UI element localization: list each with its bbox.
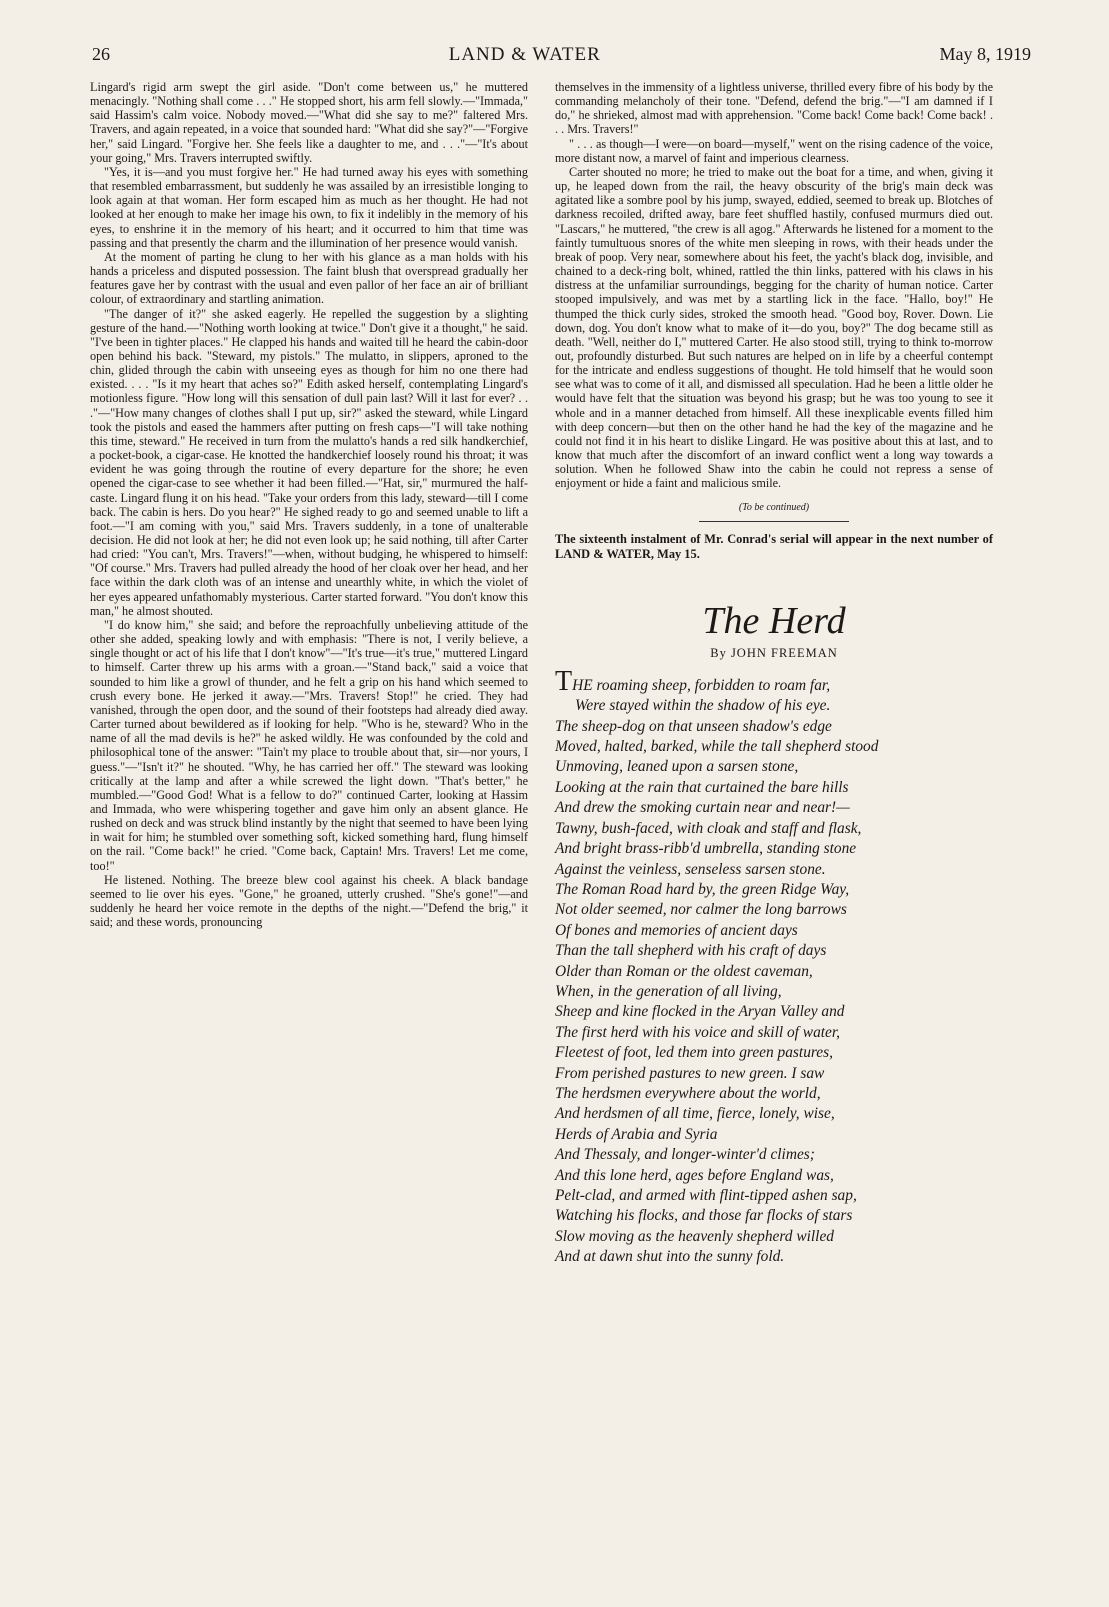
left-column bbox=[90, 80, 528, 929]
poem-line: Pelt-clad, and armed with flint-tipped ashen sap, bbox=[555, 1187, 857, 1204]
poem-line: Herds of Arabia and Syria bbox=[555, 1125, 718, 1143]
poem-line: Moved, halted, barked, while the tall shepherd stood bbox=[555, 738, 879, 756]
paragraph: " . . . as though—I were—on board—myself," went on the rising cadence of the voice, more distant now, a marvel of faint and imperious clearness. bbox=[555, 136, 993, 165]
paragraph: "The danger of it?" she asked eagerly. He repelled the suggestion by a slighting gesture of the hand.—"Nothing worth looking at twice." Don't give it a thought," he said. "I've been in tighter places." He clapped his hands and waited till he heard the cabin-door open behind his back. "Steward, my pistols." The mulatto, in slippers, aproned to the chin, glided through the cabin with unseeing eyes as though for him no one there had existed. . . . "Is it my heart that aches so?" Edith asked herself, contemplating Lingard's motionless figure. "How long will this sensation of dull pain last? Will it last for ever? . . ."—"How many changes of clothes shall I put up, sir?" asked the steward, while Lingard took the pistols and eased the hammers after putting on fresh caps—"I will take nothing this time, steward." He received in turn from the mulatto's hands a red silk handkerchief, a pocket-book, a cigar-case. He knotted the handkerchief loosely round his throat; it was evident he was going through the routine of every departure for the shore; he even opened the cigar-case to see whether it had been filled.—"Hat, sir," murmured the half-caste. Lingard flung it on his head. "Take your orders from this lady, steward—till I come back. The cabin is hers. Do you hear?" He sighed ready to go and seemed unable to lift a foot.—"I am coming with you," said Mrs. Travers suddenly, in a tone of unalterable decision. He did not look at her; he did not even look up; he said nothing, till after Carter had cried: "You can't, Mrs. Travers!"—when, without budging, he whispered to himself: "Of course." Mrs. Travers had pulled already the hood of her cloak over her head, and her face within the dark cloth was of an intense and unearthly white, in which the violet of her eyes appeared unfathomably mysterious. Carter started forward. "You don't know this man," he almost shouted. bbox=[90, 306, 528, 618]
paragraph: Carter shouted no more; he tried to make out the boat for a time, and when, giving it up, he leaped down from the rail, the heavy obscurity of the brig's main deck was agitated like a sombre pool by his jump, swayed, eddied, seemed to break up. Blotches of darkness recoiled, drifted away, bare feet shuffled hastily, confused murmurs died out. "Lascars," he muttered, "the crew is all agog." Afterwards he listened for a moment to the faintly tumultuous snores of the white men sleeping in rows, with their heads under the break of poop. Very near, somewhere about his feet, the yacht's black dog, invisible, and chained to a deck-ring bolt, whined, rattled the thin links, pattered with his claws in his distress at the unfamiliar surroundings, begging for the charity of human notice. Carter stooped impulsively, and was met by a startling lick in the face. "Hallo, boy!" He thumped the thick curly sides, stroked the smooth head. "Good boy, Rover. Down. Lie down, dog. You don't know what to make of it—do you, boy?" The dog became still as death. "Well, neither do I," muttered Carter. He also stood still, trying to think to-morrow out, profoundly disturbed. But such natures are helped on in life by a cheerful contempt for the intricate and endless suggestions of thought. He told himself that he would soon see what was to come of it all, and dismissed all speculation. Had he been a little older he would have felt that the situation was beyond his grasp; but he was too young to see it whole and in a manner detached from himself. All these inexplicable events filled him with deep concern—but then on the other hand he had the key of the magazine and he could not find it in his heart to dislike Lingard. He was positive about this at last, and to know that much after the discomfort of an inward conflict went a long way towards a solution. When he followed Shaw into the cabin he could not repress a sense of enjoyment or hide a faint and malicious smile. bbox=[555, 164, 993, 491]
paragraph: "Yes, it is—and you must forgive her." He had turned away his eyes with something that resembled embarrassment, but suddenly he was assailed by an irresistible longing to look again at that woman. Her form escaped him as much as her thought. He had not looked at her enough to make her image his own, to fix it indelibly in the memory of his eyes, to enshrine it in the memory of his heart; and it occurred to him that time was passing and that presently the charm and the illumination of her presence would vanish. bbox=[90, 164, 528, 250]
poem-line: Fleetest of foot, led them into green pastures, bbox=[555, 1044, 833, 1062]
poem-line: The first herd with his voice and skill of water, bbox=[555, 1023, 841, 1041]
paragraph: He listened. Nothing. The breeze blew cool against his cheek. A black bandage seemed to lie over his eyes. "Gone," he groaned, utterly crushed. "She's gone!"—and suddenly he heard her voice remote in the depths of the night.—"Defend the brig," it said; and these words, pronouncing bbox=[90, 872, 528, 930]
poem-line: Against the veinless, senseless sarsen stone. bbox=[555, 860, 826, 878]
poem-line: Older than Roman or the oldest caveman, bbox=[555, 962, 813, 980]
poem-line: The herdsmen everywhere about the world, bbox=[555, 1084, 821, 1102]
poem-line: And Thessaly, and longer-winter'd climes; bbox=[555, 1146, 815, 1164]
poem-title: The Herd bbox=[702, 599, 846, 642]
poem-line: Of bones and memories of ancient days bbox=[555, 921, 798, 939]
poem-body bbox=[555, 665, 993, 1268]
poem-line: And bright brass-ribb'd umbrella, standing stone bbox=[555, 840, 857, 858]
serial-notice: The sixteenth instalment of Mr. Conrad's serial will appear in the next number of LAND & WATER, May 15. bbox=[555, 531, 993, 561]
page-number: 26 bbox=[92, 44, 110, 64]
poem-line: Looking at the rain that curtained the bare hills bbox=[555, 778, 849, 796]
paragraph: Lingard's rigid arm swept the girl aside. "Don't come between us," he muttered menacingly. "Nothing shall come . . ." He stopped short, his arm fell slowly.—"Immada," said Hassim's calm voice. Nobody moved.—"What did she say to me?" faltered Mrs. Travers, and again repeated, in a voice that sounded hard: "What did she say?"—"Forgive her," said Lingard. "Forgive her. She feels like a daughter to me, and . . ."—"It's about your going," Mrs. Travers interrupted swiftly. bbox=[90, 80, 528, 165]
publication-title: LAND & WATER bbox=[448, 44, 601, 65]
to-be-continued: (To be continued) bbox=[738, 501, 810, 513]
poem-line: Were stayed within the shadow of his eye. bbox=[575, 697, 831, 715]
poem-line: Watching his flocks, and those far flocks of stars bbox=[555, 1207, 853, 1225]
poem-line: And drew the smoking curtain near and near!— bbox=[555, 799, 850, 817]
poem-byline: By JOHN FREEMAN bbox=[710, 645, 838, 660]
poem-line: The Roman Road hard by, the green Ridge Way, bbox=[555, 880, 850, 898]
divider bbox=[699, 521, 849, 522]
paragraph: "I do know him," she said; and before the reproachfully unbelieving attitude of the other she added, speaking lowly and with emphasis: "There is not, I verily believe, a single thought or act of his life that I don't know"—"It's true—it's true," muttered Lingard to himself. Carter threw up his arms with a groan.—"Stand back," said a voice that sounded to him like a growl of thunder, and he felt a grip on his hand which seemed to crush every bone. He jerked it away.—"Mrs. Travers! Stop!" he cried. They had vanished, through the open door, and the sound of their footsteps had already died away. Carter turned about bewildered as if looking for help. "Who is he, steward? Who in the name of all the mad devils is he?" he asked wildly. He was confounded by the cold and philosophical tone of the answer: "Tain't my place to trouble about that, sir—nor yours, I guess."—"Isn't it?" he shouted. "Why, he has carried her off." The steward was looking critically at the lamp and after a while screwed the light down. "That's better," he mumbled.—"Good God! What is a fellow to do?" continued Carter, looking at Hassim and Immada, who were whispering together and gave him only an absent glance. He rushed on deck and was struck blind instantly by the night that seemed to have been lying in wait for him; he stumbled over something soft, kicked something hard, flung himself on the rail. "Come back!" he cried. "Come back, Captain! Mrs. Travers! Let me come, too!" bbox=[90, 617, 528, 873]
page-header bbox=[92, 44, 1031, 74]
issue-date: May 8, 1919 bbox=[939, 44, 1031, 64]
poem-line: And herdsmen of all time, fierce, lonely, wise, bbox=[555, 1105, 835, 1123]
paragraph: At the moment of parting he clung to her with his glance as a man holds with his hands a priceless and disputed possession. The faint blush that overspread gradually her features gave her by contrast with the usual and even pallor of her face an air of brilliant colour, of extraordinary and startling animation. bbox=[90, 249, 528, 307]
poem-line: Tawny, bush-faced, with cloak and staff and flask, bbox=[555, 819, 862, 837]
poem-line: From perished pastures to new green. I saw bbox=[555, 1064, 825, 1082]
poem-line: And this lone herd, ages before England was, bbox=[555, 1166, 834, 1184]
poem-line: Slow moving as the heavenly shepherd willed bbox=[555, 1227, 834, 1245]
poem-line: Than the tall shepherd with his craft of days bbox=[555, 942, 827, 960]
poem-line: When, in the generation of all living, bbox=[555, 982, 782, 1000]
poem-line: Not older seemed, nor calmer the long barrows bbox=[555, 901, 847, 919]
poem-line: The sheep-dog on that unseen shadow's edge bbox=[555, 717, 832, 735]
poem-line: THE roaming sheep, forbidden to roam far, bbox=[555, 665, 831, 697]
right-column bbox=[555, 80, 993, 1268]
poem-line: And at dawn shut into the sunny fold. bbox=[555, 1248, 785, 1266]
poem-line: Unmoving, leaned upon a sarsen stone, bbox=[555, 758, 799, 776]
paragraph: themselves in the immensity of a lightless universe, thrilled every fibre of his body by the commanding melancholy of their tone. "Defend, defend the brig."—"I am damned if I do," he shrieked, almost mad with apprehension. "Come back! Come back! Come back! . . . Mrs. Travers!" bbox=[555, 80, 993, 137]
poem-line: Sheep and kine flocked in the Aryan Valley and bbox=[555, 1003, 845, 1021]
